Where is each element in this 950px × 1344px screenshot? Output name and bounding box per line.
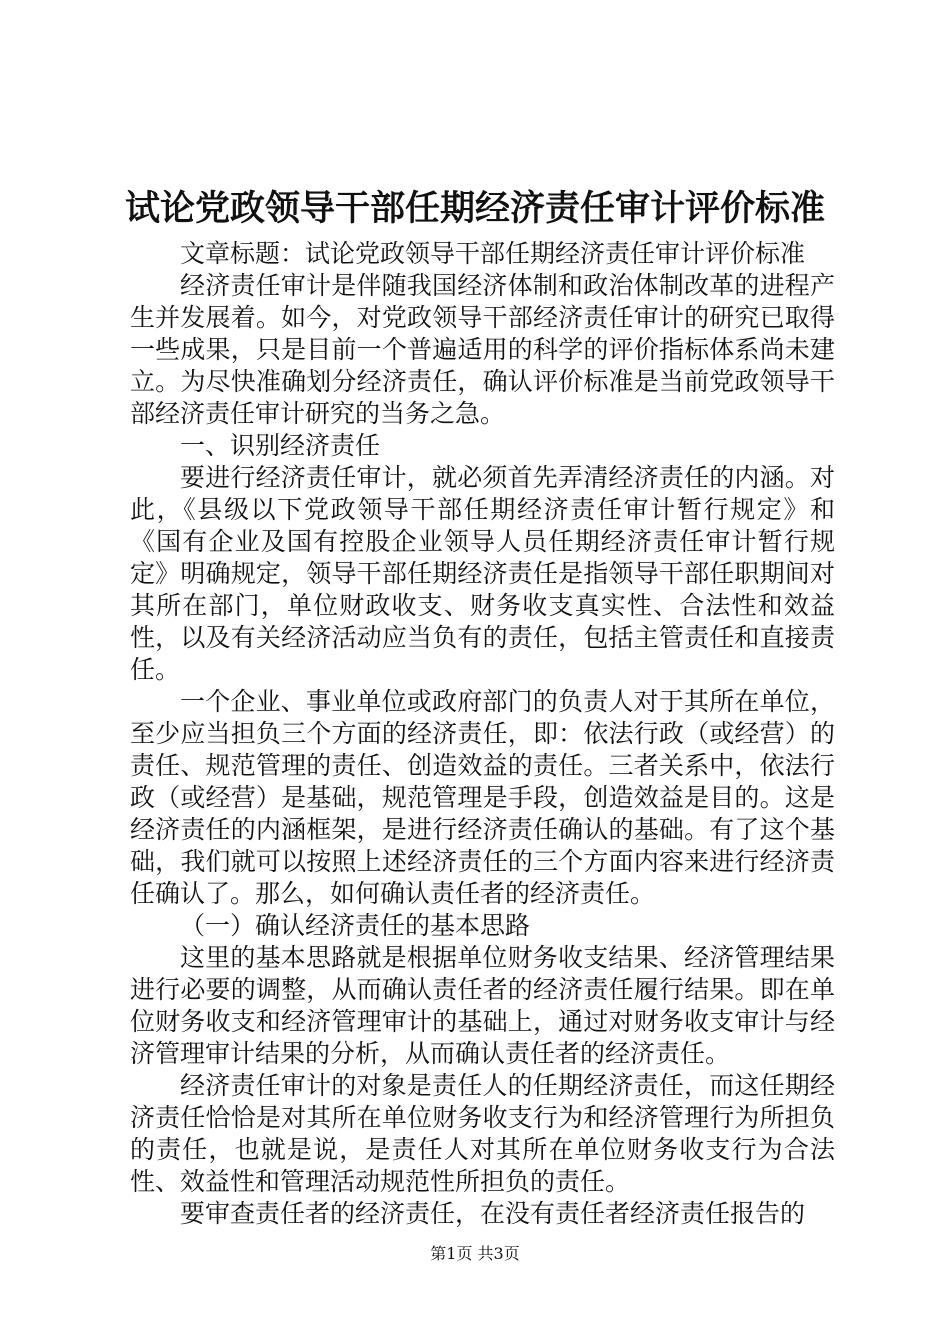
paragraph-article-title: 文章标题：试论党政领导干部任期经济责任审计评价标准	[180, 239, 806, 268]
paragraph-definition: 要进行经济责任审计，就必须首先弄清经济责任的内涵。对此，《县级以下党政领导干部任期经济责任审计暂行规定》和《国有企业及国有控股企业领导人员任期经济责任审计暂行规定》明确规定，领导干部任期经济责任是指领导干部任职期间对其所在部门，单位财政收支、财务收支真实性、合法性和效益性，以及有关经济活动应当负有的责任，包括主管责任和直接责任。	[130, 463, 835, 684]
paragraph-audit-object: 经济责任审计的对象是责任人的任期经济责任，而这任期经济责任恰恰是对其所在单位财务收支行为和经济管理行为所担负的责任，也就是说，是责任人对其所在单位财务收支行为合法性、效益性和管理活动规范性所担负的责任。	[130, 1071, 835, 1196]
paragraph-review: 要审查责任者的经济责任，在没有责任者经济责任报告的	[180, 1199, 806, 1228]
section-heading-1: 一、识别经济责任	[180, 431, 381, 460]
subsection-heading-1: （一）确认经济责任的基本思路	[180, 911, 531, 940]
paragraph-three-responsibilities: 一个企业、事业单位或政府部门的负责人对于其所在单位，至少应当担负三个方面的经济责任，即：依法行政（或经营）的责任、规范管理的责任、创造效益的责任。三者关系中，依法行政（或经营）是基础，规范管理是手段，创造效益是目的。这是经济责任的内涵框架，是进行经济责任确认的基础。有了这个基础，我们就可以按照上述经济责任的三个方面内容来进行经济责任确认了。那么，如何确认责任者的经济责任。	[130, 687, 835, 908]
page-footer: 第1页 共3页	[430, 1244, 520, 1263]
paragraph-intro: 经济责任审计是伴随我国经济体制和政治体制改革的进程产生并发展着。如今，对党政领导干部经济责任审计的研究已取得一些成果，只是目前一个普遍适用的科学的评价指标体系尚未建立。为尽快准确划分经济责任，确认评价标准是当前党政领导干部经济责任审计研究的当务之急。	[130, 271, 835, 428]
paragraph-basic-approach: 这里的基本思路就是根据单位财务收支结果、经济管理结果进行必要的调整，从而确认责任者的经济责任履行结果。即在单位财务收支和经济管理审计的基础上，通过对财务收支审计与经济管理审计结果的分析，从而确认责任者的经济责任。	[130, 943, 835, 1068]
document-title: 试论党政领导干部任期经济责任审计评价标准	[124, 188, 825, 229]
document-body	[130, 238, 835, 1230]
